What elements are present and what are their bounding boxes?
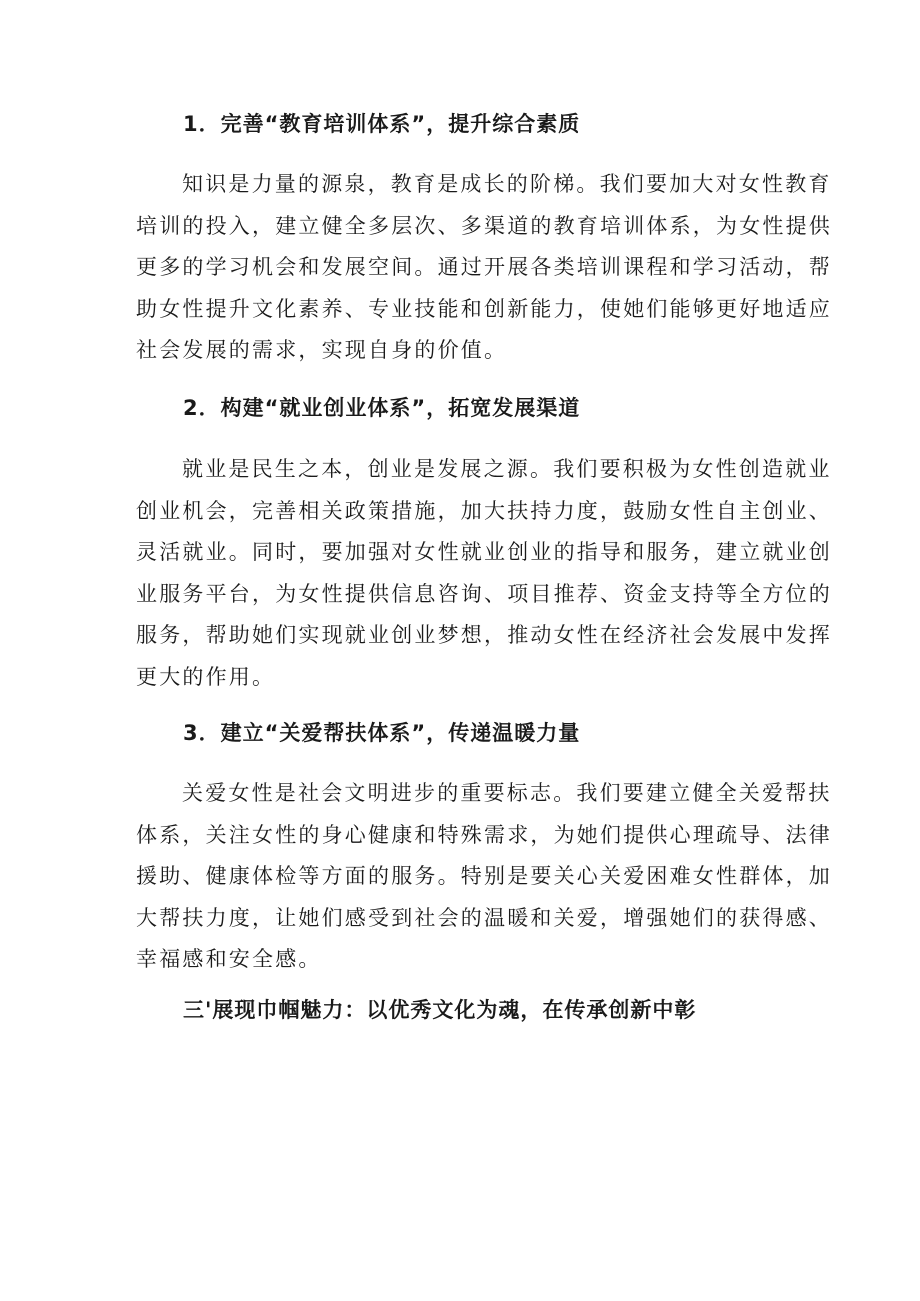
section-2-paragraph [136,449,832,698]
section-3-line-4: 大帮扶力度，让她们感受到社会的温暖和关爱，增强她们的获得感、 [136,905,832,930]
section-1-paragraph [136,164,832,372]
section-1-line-2: 培训的投入，建立健全多层次、多渠道的教育培训体系，为女性提供 [136,213,832,238]
section-3-heading: 3．建立“关爱帮扶体系”，传递温暖力量 [183,721,581,745]
section-2-line-2: 创业机会，完善相关政策措施，加大扶持力度，鼓励女性自主创业、 [136,498,832,523]
section-2-heading: 2．构建“就业创业体系”，拓宽发展渠道 [183,396,581,420]
section-3-line-1: 关爱女性是社会文明进步的重要标志。我们要建立健全关爱帮扶 [182,781,832,805]
section-2-line-4: 业服务平台，为女性提供信息咨询、项目推荐、资金支持等全方位的 [136,581,832,606]
section-3-paragraph [136,773,832,981]
section-1-line-5: 社会发展的需求，实现自身的价值。 [136,338,508,362]
part-three-heading: 三'展现巾帼魅力：以优秀文化为魂，在传承创新中彰 [183,998,697,1022]
section-2-line-6: 更大的作用。 [136,664,276,689]
section-1-line-3: 更多的学习机会和发展空间。通过开展各类培训课程和学习活动，帮 [136,255,832,279]
section-2-line-5: 服务，帮助她们实现就业创业梦想，推动女性在经济社会发展中发挥 [136,623,832,647]
section-2-line-1: 就业是民生之本，创业是发展之源。我们要积极为女性创造就业 [182,457,832,481]
section-1-line-1: 知识是力量的源泉，教育是成长的阶梯。我们要加大对女性教育 [182,172,832,196]
section-1-line-4: 助女性提升文化素养、专业技能和创新能力，使她们能够更好地适应 [136,296,832,321]
section-2-line-3: 灵活就业。同时，要加强对女性就业创业的指导和服务，建立就业创 [136,540,832,564]
section-3-line-2: 体系，关注女性的身心健康和特殊需求，为她们提供心理疏导、法律 [136,822,832,847]
section-3-line-3: 援助、健康体检等方面的服务。特别是要关心关爱困难女性群体，加 [136,864,832,888]
section-1-heading: 1．完善“教育培训体系”，提升综合素质 [183,112,581,136]
section-3-line-5: 幸福感和安全感。 [136,947,322,971]
